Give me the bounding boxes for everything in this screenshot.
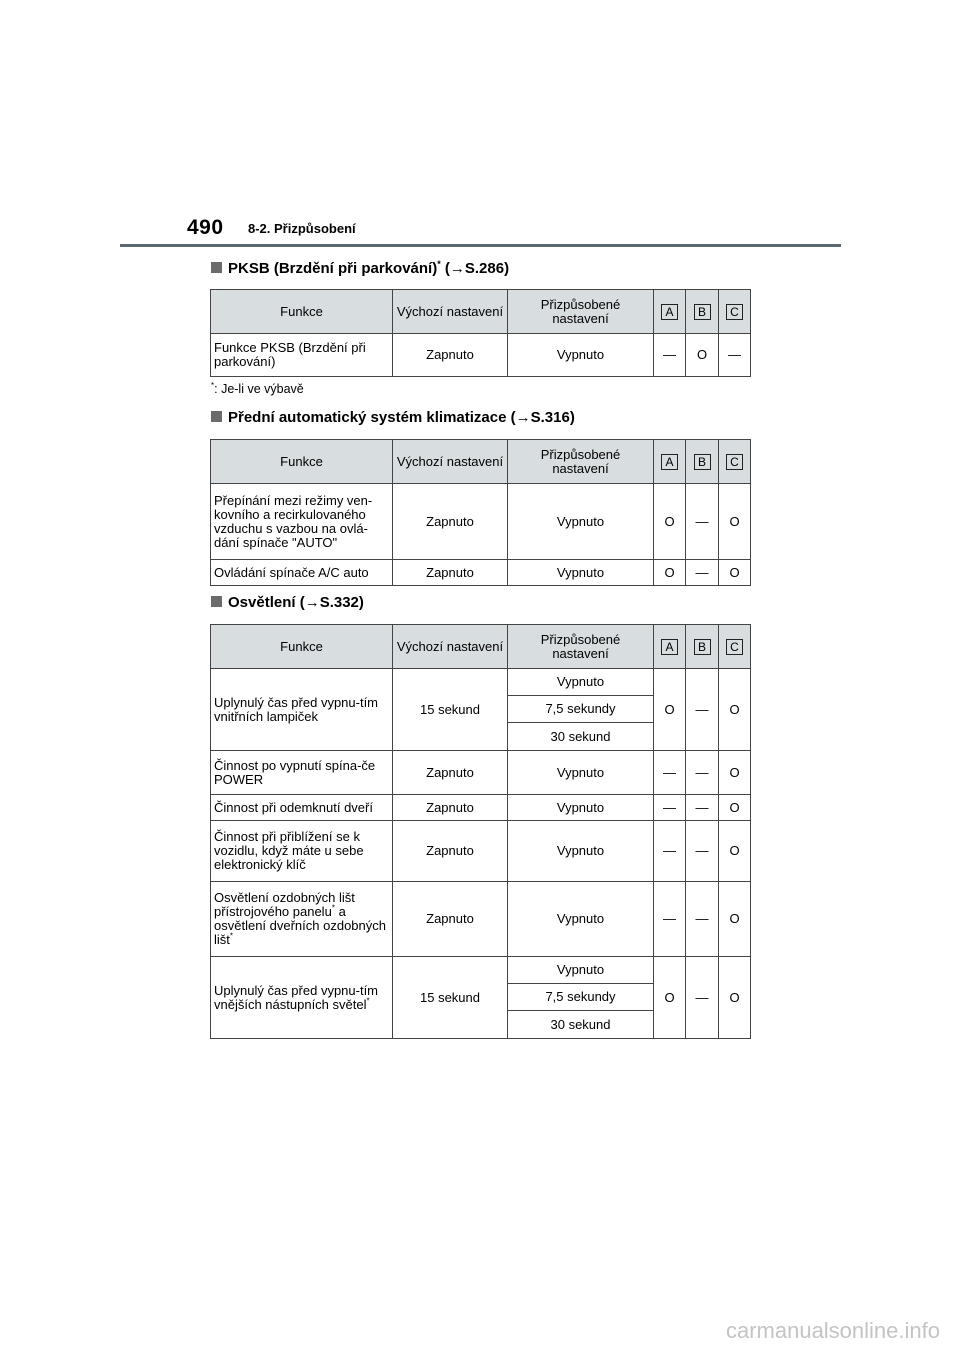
letter-b-icon: B — [694, 454, 711, 470]
cell-option: Vypnuto — [508, 669, 654, 696]
header-c — [719, 290, 751, 334]
table-header-row — [211, 440, 751, 484]
page-reference: (→S.286) — [444, 260, 510, 277]
cell-a: — — [654, 821, 686, 882]
cell-c: O — [719, 751, 751, 795]
cell-a: — — [654, 751, 686, 795]
cell-c: O — [719, 560, 751, 586]
cell-function: Činnost po vypnutí spína-če POWER — [211, 751, 393, 795]
header-function: Funkce — [211, 290, 393, 334]
header-a — [654, 625, 686, 669]
letter-b-icon: B — [694, 639, 711, 655]
header-a — [654, 440, 686, 484]
cell-c: O — [719, 821, 751, 882]
square-bullet-icon — [211, 262, 222, 273]
cell-custom: Vypnuto — [508, 821, 654, 882]
cell-option: Vypnuto — [508, 957, 654, 984]
section-title: Osvětlení — [228, 594, 296, 611]
header-rule — [120, 244, 841, 247]
cell-a: O — [654, 669, 686, 751]
section-heading-lighting — [211, 594, 364, 611]
chapter-title: 8-2. Přizpůsobení — [248, 221, 356, 236]
cell-b: — — [686, 957, 719, 1039]
header-b — [686, 290, 719, 334]
cell-a: O — [654, 484, 686, 560]
letter-c-icon: C — [726, 639, 743, 655]
cell-c: O — [719, 795, 751, 821]
header-function: Funkce — [211, 440, 393, 484]
table-row — [211, 821, 751, 882]
cell-function: Funkce PKSB (Brzdění při parkování) — [211, 334, 393, 377]
table-pksb — [210, 289, 751, 377]
cell-c: O — [719, 484, 751, 560]
cell-custom: Vypnuto — [508, 560, 654, 586]
cell-default: Zapnuto — [393, 795, 508, 821]
cell-function — [211, 957, 393, 1039]
cell-c: O — [719, 882, 751, 957]
table-row — [211, 560, 751, 586]
cell-custom: Vypnuto — [508, 751, 654, 795]
table-header-row — [211, 625, 751, 669]
header-default: Výchozí nastavení — [393, 440, 508, 484]
header-default: Výchozí nastavení — [393, 625, 508, 669]
cell-option: 30 sekund — [508, 723, 654, 751]
header-custom: Přizpůsobené nastavení — [508, 440, 654, 484]
cell-default: 15 sekund — [393, 957, 508, 1039]
cell-default: 15 sekund — [393, 669, 508, 751]
page-number: 490 — [187, 216, 224, 239]
cell-b: — — [686, 669, 719, 751]
footnote — [211, 381, 304, 396]
table-row — [211, 795, 751, 821]
cell-function: Činnost při odemknutí dveří — [211, 795, 393, 821]
cell-function: Činnost při přiblížení se k vozidlu, když máte u sebe elektronický klíč — [211, 821, 393, 882]
square-bullet-icon — [211, 411, 222, 422]
table-row — [211, 669, 751, 696]
function-text: Osvětlení ozdobných lišt přístrojového panelu — [214, 890, 355, 919]
cell-b: — — [686, 882, 719, 957]
cell-default: Zapnuto — [393, 821, 508, 882]
cell-default: Zapnuto — [393, 882, 508, 957]
letter-a-icon: A — [661, 454, 678, 470]
cell-custom: Vypnuto — [508, 484, 654, 560]
cell-function: Uplynulý čas před vypnu-tím vnitřních lampiček — [211, 669, 393, 751]
table-row — [211, 484, 751, 560]
cell-option: 30 sekund — [508, 1011, 654, 1039]
footnote-text: : Je-li ve výbavě — [214, 382, 304, 397]
page-reference: (→S.332) — [299, 594, 364, 611]
cell-function — [211, 882, 393, 957]
cell-a: O — [654, 957, 686, 1039]
cell-custom: Vypnuto — [508, 882, 654, 957]
table-row — [211, 882, 751, 957]
footnote-mark: * — [331, 903, 335, 913]
cell-b: — — [686, 560, 719, 586]
section-title: Přední automatický systém klimatizace — [228, 409, 507, 426]
footnote-mark: * — [437, 259, 441, 269]
header-custom: Přizpůsobené nastavení — [508, 290, 654, 334]
cell-a: — — [654, 334, 686, 377]
header-a — [654, 290, 686, 334]
cell-a: O — [654, 560, 686, 586]
header-default: Výchozí nastavení — [393, 290, 508, 334]
cell-a: — — [654, 882, 686, 957]
letter-c-icon: C — [726, 454, 743, 470]
section-heading-pksb — [211, 259, 509, 277]
cell-custom: Vypnuto — [508, 334, 654, 377]
cell-b: O — [686, 334, 719, 377]
table-header-row — [211, 290, 751, 334]
cell-b: — — [686, 821, 719, 882]
table-row — [211, 957, 751, 984]
footnote-mark: * — [366, 996, 370, 1006]
header-c — [719, 440, 751, 484]
footnote-mark: * — [211, 381, 215, 390]
watermark: carmanualsonline.info — [725, 1318, 940, 1343]
function-text: Uplynulý čas před vypnu-tím vnějších nástupních světel — [214, 982, 379, 1012]
section-title: PKSB (Brzdění při parkování) — [228, 260, 438, 277]
cell-custom: Vypnuto — [508, 795, 654, 821]
cell-c: O — [719, 957, 751, 1039]
header-c — [719, 625, 751, 669]
cell-option: 7,5 sekundy — [508, 696, 654, 723]
table-climate — [210, 439, 751, 586]
header-b — [686, 440, 719, 484]
header-function: Funkce — [211, 625, 393, 669]
cell-default: Zapnuto — [393, 560, 508, 586]
cell-option: 7,5 sekundy — [508, 984, 654, 1011]
letter-c-icon: C — [726, 304, 743, 320]
table-row — [211, 751, 751, 795]
cell-function: Ovládání spínače A/C auto — [211, 560, 393, 586]
cell-a: — — [654, 795, 686, 821]
cell-b: — — [686, 795, 719, 821]
footnote-mark: * — [229, 931, 234, 941]
letter-a-icon: A — [661, 639, 678, 655]
table-row — [211, 334, 751, 377]
section-heading-climate — [211, 409, 575, 426]
cell-c: — — [719, 334, 751, 377]
cell-function: Přepínání mezi režimy ven-kovního a recirkulovaného vzduchu s vazbou na ovlá-dání spínače "AUTO" — [211, 484, 393, 560]
letter-a-icon: A — [661, 304, 678, 320]
letter-b-icon: B — [694, 304, 711, 320]
page-reference: (→S.316) — [510, 409, 575, 426]
header-b — [686, 625, 719, 669]
table-lighting — [210, 624, 751, 1039]
cell-default: Zapnuto — [393, 484, 508, 560]
square-bullet-icon — [211, 596, 222, 607]
cell-b: — — [686, 484, 719, 560]
function-text: a osvětlení dveřních ozdobných lišt — [214, 904, 386, 947]
cell-default: Zapnuto — [393, 751, 508, 795]
header-custom: Přizpůsobené nastavení — [508, 625, 654, 669]
cell-c: O — [719, 669, 751, 751]
cell-b: — — [686, 751, 719, 795]
cell-default: Zapnuto — [393, 334, 508, 377]
